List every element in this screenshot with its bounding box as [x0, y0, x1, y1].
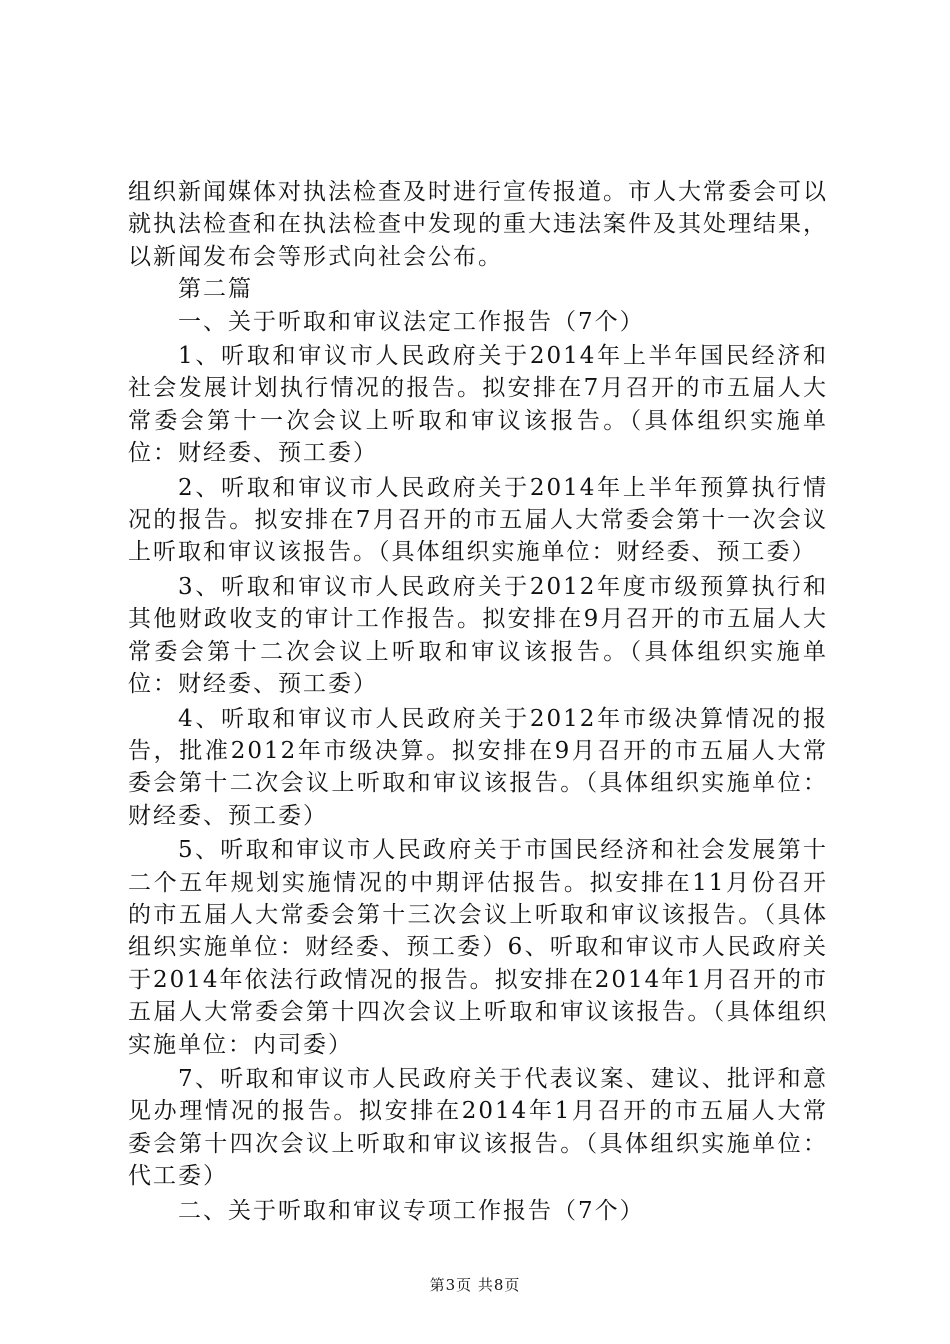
page-number-footer: 第3页 共8页 — [429, 1276, 521, 1294]
document-body — [128, 176, 828, 1227]
list-item-report-2: 2、听取和审议市人民政府关于2014年上半年预算执行情况的报告。拟安排在7月召开的市五届人大常委会第十一次会议上听取和审议该报告。（具体组织实施单位：财经委、预工委） — [128, 474, 828, 566]
section-heading-statutory-reports: 一、关于听取和审议法定工作报告（7个） — [178, 308, 645, 335]
section-heading-special-reports: 二、关于听取和审议专项工作报告（7个） — [178, 1197, 645, 1224]
list-item-report-5-6: 5、听取和审议市人民政府关于市国民经济和社会发展第十二个五年规划实施情况的中期评估报告。拟安排在11月份召开的市五届人大常委会第十三次会议上听取和审议该报告。（具体组织实施单位：财经委、预工委）6、听取和审议市人民政府关于2014年依法行政情况的报告。拟安排在2014年1月召开的市五届人大常委会第十四次会议上听取和审议该报告。（具体组织实施单位：内司委） — [128, 837, 828, 1058]
list-item-report-1: 1、听取和审议市人民政府关于2014年上半年国民经济和社会发展计划执行情况的报告。拟安排在7月召开的市五届人大常委会第十一次会议上听取和审议该报告。（具体组织实施单位：财经委、预工委） — [128, 343, 828, 467]
list-item-report-7: 7、听取和审议市人民政府关于代表议案、建议、批评和意见办理情况的报告。拟安排在2014年1月召开的市五届人大常委会第十四次会议上听取和审议该报告。（具体组织实施单位：代工委） — [128, 1065, 828, 1190]
list-item-report-4: 4、听取和审议市人民政府关于2012年市级决算情况的报告，批准2012年市级决算。拟安排在9月召开的市五届人大常委会第十二次会议上听取和审议该报告。（具体组织实施单位：财经委、预工委） — [128, 705, 828, 829]
paragraph-intro: 组织新闻媒体对执法检查及时进行宣传报道。市人大常委会可以就执法检查和在执法检查中发现的重大违法案件及其处理结果，以新闻发布会等形式向社会公布。 — [128, 179, 828, 270]
section-heading-part-two: 第二篇 — [178, 276, 253, 303]
list-item-report-3: 3、听取和审议市人民政府关于2012年度市级预算执行和其他财政收支的审计工作报告。拟安排在9月召开的市五届人大常委会第十二次会议上听取和审议该报告。（具体组织实施单位：财经委、预工委） — [128, 573, 828, 698]
